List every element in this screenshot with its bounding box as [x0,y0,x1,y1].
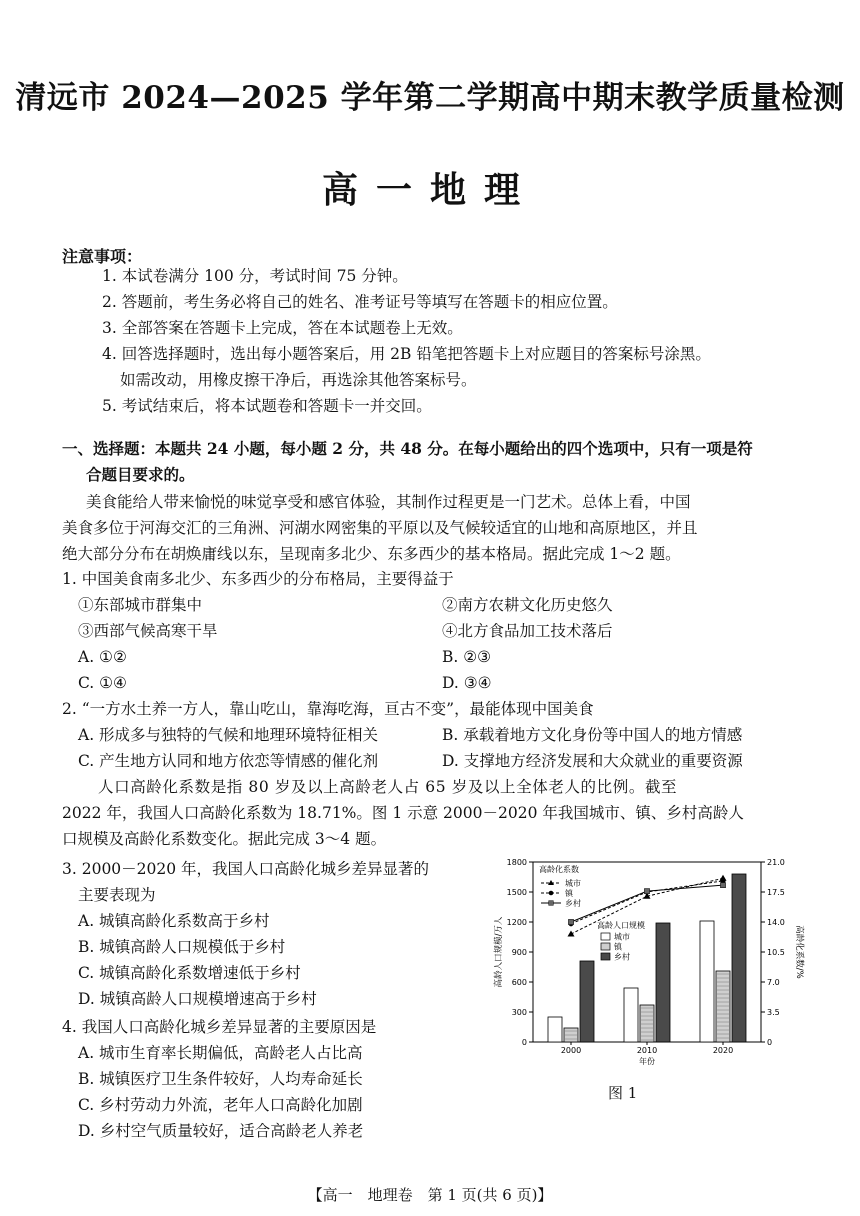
passage-line: 美食多位于河海交汇的三角洲、河湖水网密集的平原以及气候较适宜的山地和高原地区，并且 [62,519,698,537]
answer-option: A. 城镇高龄化系数高于乡村 [78,912,270,930]
bar-镇 [640,1005,654,1042]
bar-legend-swatch [601,943,610,950]
point-城市 [568,931,575,937]
y2-tick-label: 14.0 [767,918,785,927]
passage-line: 绝大部分分布在胡焕庸线以东，呈现南多北少、东多西少的基本格局。据此完成 1～2 题。 [62,545,681,563]
question-item: ③西部气候高寒干旱 [78,622,218,640]
passage-line: 人口高龄化系数是指 80 岁及以上高龄老人占 65 岁及以上全体老人的比例。截至 [98,778,678,796]
bar-城市 [700,921,714,1042]
bar-legend-label: 镇 [614,942,622,952]
x-tick-label: 2020 [712,1046,734,1055]
y-tick-label: 900 [511,948,527,957]
notice-item: 3. 全部答案在答题卡上完成，答在本试题卷上无效。 [102,319,463,337]
line-legend-label: 城市 [565,879,581,888]
question-item: ④北方食品加工技术落后 [442,622,613,640]
line-legend-title: 高龄化系数 [539,865,579,874]
notice-item: 如需改动，用橡皮擦干净后，再选涂其他答案标号。 [120,371,477,389]
passage-line: 2022 年，我国人口高龄化系数为 18.71%。图 1 示意 2000－2020 年我国城市、镇、乡村高龄人 [62,804,744,822]
point-乡村 [720,883,725,888]
notice-item: 5. 考试结束后，将本试题卷和答题卡一并交回。 [102,397,432,415]
bar-乡村 [580,961,594,1042]
page-footer: 【高一 地理卷 第 1 页(共 6 页)】 [307,1186,553,1204]
y2-tick-label: 17.5 [767,888,785,897]
bar-legend-title: 高龄人口规模 [597,921,645,930]
y2-tick-label: 3.5 [767,1008,780,1017]
bar-legend-swatch [601,933,610,940]
y2-tick-label: 0 [767,1038,773,1047]
y2-tick-label: 10.5 [767,948,785,957]
exam-title: 清远市 2024—2025 学年第二学期高中期末教学质量检测 [15,80,845,116]
chart-svg [485,852,805,1077]
notice-item: 4. 回答选择题时，选出每小题答案后，用 2B 铅笔把答题卡上对应题目的答案标号涂黑。 [102,345,711,363]
line-legend-label: 乡村 [565,899,581,908]
bar-镇 [716,971,730,1042]
y2-axis-label: 高龄化系数/% [794,925,804,979]
notice-item: 2. 答题前，考生务必将自己的姓名、准考证号等填写在答题卡的相应位置。 [102,293,618,311]
y-tick-label: 1800 [506,858,527,867]
figure-caption: 图 1 [608,1084,638,1102]
y-tick-label: 0 [521,1038,527,1047]
bar-legend-label: 乡村 [614,952,630,962]
answer-option: C. ①④ [78,674,127,692]
answer-option: B. 城镇高龄人口规模低于乡村 [78,938,286,956]
answer-option: C. 乡村劳动力外流，老年人口高龄化加剧 [78,1096,363,1114]
question-stem: 3. 2000－2020 年，我国人口高龄化城乡差异显著的 [62,860,430,878]
passage-line: 美食能给人带来愉悦的味觉享受和感官体验，其制作过程更是一门艺术。总体上看，中国 [86,493,691,511]
passage-line: 口规模及高龄化系数变化。据此完成 3～4 题。 [62,830,387,848]
answer-option: A. 城市生育率长期偏低，高龄老人占比高 [78,1044,363,1062]
section-heading: 一、选择题：本题共 24 小题，每小题 2 分，共 48 分。在每小题给出的四个选项中，只有一项是符 [62,439,753,458]
figure-1-chart [485,852,805,1077]
bar-乡村 [732,874,746,1042]
x-axis-label: 年份 [639,1057,655,1066]
answer-option: B. 承载着地方文化身份等中国人的地方情感 [442,726,743,744]
bar-城市 [548,1017,562,1042]
y-tick-label: 300 [511,1008,527,1017]
line-legend-marker [549,901,554,906]
question-item: ①东部城市群集中 [78,596,203,614]
question-stem: 1. 中国美食南多北少、东多西少的分布格局，主要得益于 [62,570,454,588]
answer-option: D. ③④ [442,674,492,692]
answer-option: C. 产生地方认同和地方依恋等情感的催化剂 [78,752,379,770]
notice-item: 1. 本试卷满分 100 分，考试时间 75 分钟。 [102,267,408,285]
point-乡村 [568,919,573,924]
point-乡村 [644,889,649,894]
subject-title: 高一地理 [321,169,538,211]
y2-tick-label: 7.0 [767,978,780,987]
answer-option: D. 支撑地方经济发展和大众就业的重要资源 [442,752,743,770]
y-tick-label: 600 [511,978,527,987]
x-tick-label: 2000 [560,1046,582,1055]
answer-option: A. 形成多与独特的气候和地理环境特征相关 [78,726,379,744]
question-stem-cont: 主要表现为 [78,886,156,904]
answer-option: C. 城镇高龄化系数增速低于乡村 [78,964,301,982]
question-stem: 2. “一方水土养一方人，靠山吃山，靠海吃海，亘古不变”，最能体现中国美食 [62,700,594,718]
y-tick-label: 1200 [506,918,527,927]
section-heading-cont: 合题目要求的。 [86,465,195,484]
bar-legend-swatch [601,953,610,960]
answer-option: D. 城镇高龄人口规模增速高于乡村 [78,990,317,1008]
line-legend-marker [549,891,554,896]
bar-乡村 [656,923,670,1042]
answer-option: B. ②③ [442,648,492,666]
question-item: ②南方农耕文化历史悠久 [442,596,613,614]
answer-option: B. 城镇医疗卫生条件较好，人均寿命延长 [78,1070,363,1088]
y-axis-label: 高龄人口规模/万人 [494,916,504,988]
line-legend-label: 镇 [565,889,573,898]
answer-option: A. ①② [78,648,127,666]
bar-legend-label: 城市 [614,932,630,942]
answer-option: D. 乡村空气质量较好，适合高龄老人养老 [78,1122,364,1140]
y-tick-label: 1500 [506,888,527,897]
notice-heading: 注意事项： [62,247,143,266]
bar-城市 [624,988,638,1042]
question-stem: 4. 我国人口高龄化城乡差异显著的主要原因是 [62,1018,377,1036]
x-tick-label: 2010 [636,1046,658,1055]
y2-tick-label: 21.0 [767,858,785,867]
